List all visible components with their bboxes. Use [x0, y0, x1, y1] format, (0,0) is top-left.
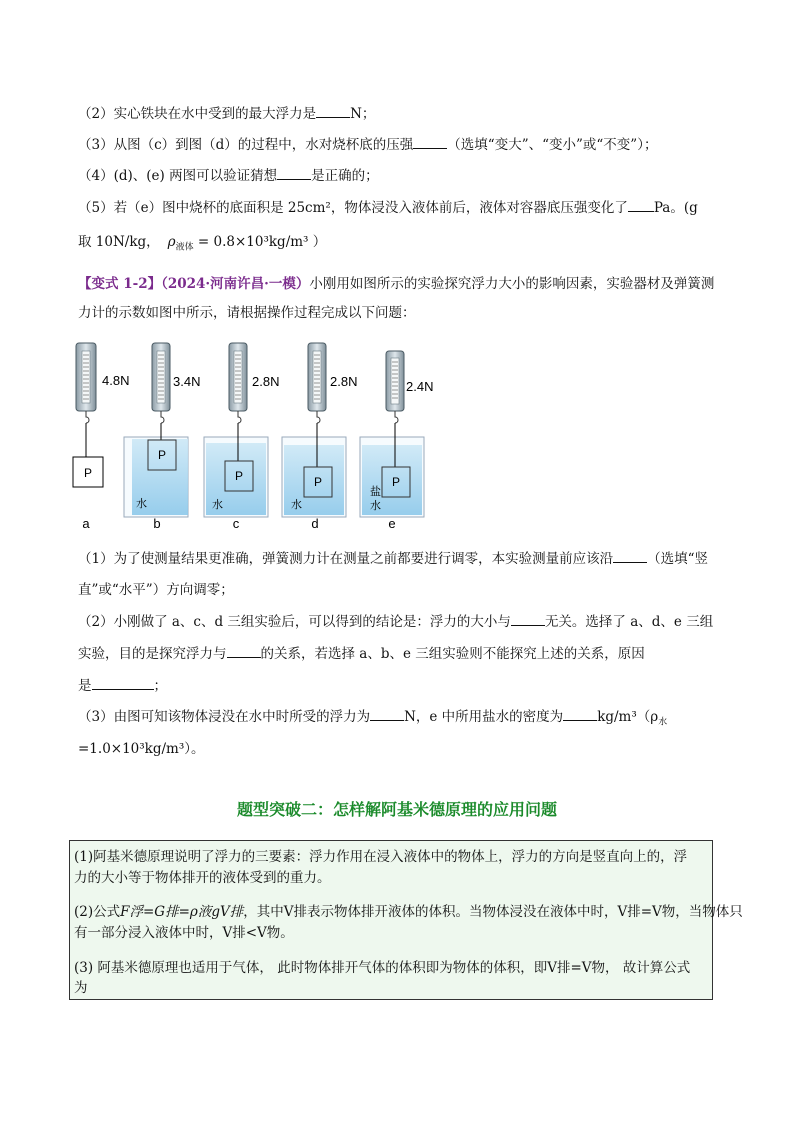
reading-a: 4.8N [102, 373, 130, 388]
variant-item-2: （2）小刚做了 a、c、d 三组实验后，可以得到的结论是：浮力的大小与 无关。选择了 a、d、e 三组 [78, 614, 714, 630]
svg-text:P: P [313, 475, 323, 489]
answer-blank[interactable] [511, 612, 545, 626]
answer-blank[interactable] [227, 644, 261, 658]
setup-c [204, 343, 279, 531]
label-a: a [82, 516, 90, 531]
variant-stem: 【变式 1-2】（2024·河南许昌·一模）小刚用如图所示的实验探究浮力大小的影响因素，实验器材及弹簧测 [78, 276, 715, 292]
summary-box [69, 840, 743, 1000]
answer-blank[interactable] [413, 135, 447, 149]
label-d: d [311, 516, 319, 531]
variant-item-1: （1）为了使测量结果更准确，弹簧测力计在测量之前都要进行调零，本实验测量前应该沿 （选填“竖 [78, 551, 708, 567]
reading-c: 2.8N [252, 374, 280, 389]
variant-source: （2024·河南许昌·一模） [161, 276, 310, 292]
question-item-4: （4）(d)、(e) 两图可以验证猜想 是正确的； [78, 168, 379, 184]
question-item-5: （5）若（e）图中烧杯的底面积是 25cm²，物体浸没入液体前后，液体对容器底压强变化了 Pa。(g [78, 200, 698, 216]
variant-item-3-cont: =1.0×10³kg/m³）。 [78, 741, 205, 757]
box-point-2-cont: 有一部分浸入液体中时，V排<V物。 [74, 925, 294, 941]
liquid-label-d: 水 [291, 499, 302, 511]
answer-blank[interactable] [277, 166, 311, 180]
svg-text:P: P [157, 448, 167, 462]
question-item-2: （2）实心铁块在水中受到的最大浮力是 N； [78, 106, 376, 122]
setup-a [73, 343, 129, 531]
svg-text:P: P [234, 469, 244, 483]
label-e: e [388, 516, 396, 531]
svg-text:P: P [391, 475, 401, 489]
box-point-1: (1)阿基米德原理说明了浮力的三要素：浮力作用在浸入液体中的物体上，浮力的方向是竖直向上的，浮 [74, 849, 688, 865]
answer-blank[interactable] [613, 549, 647, 563]
label-c: c [232, 516, 240, 531]
answer-blank[interactable] [563, 707, 597, 721]
setup-d [282, 343, 357, 531]
liquid-label-e-1: 盐 [370, 486, 381, 498]
setup-b [124, 343, 200, 531]
box-point-2: (2)公式F浮=G排=ρ液gV排，其中V排表示物体排开液体的体积。当物体浸没在液体中时，V排=V物，当物体只 [74, 904, 743, 920]
variant-item-3: （3）由图可知该物体浸没在水中时所受的浮力为 N，e 中所用盐水的密度为 $kg/m^3(\rho_水$ [78, 709, 668, 728]
box-point-1-cont: 力的大小等于物体排开的液体受到的重力。 [74, 870, 331, 886]
liquid-label-e-2: 水 [370, 500, 381, 512]
answer-blank[interactable] [92, 676, 154, 690]
variant-stem-cont: 力计的示数如图中所示，请根据操作过程完成以下问题： [78, 305, 416, 321]
variant-item-1-cont: 直”或“水平”）方向调零； [78, 582, 234, 598]
box-point-3-cont: 为 [74, 980, 88, 996]
object-p-label: P [83, 466, 93, 480]
liquid-label-c: 水 [212, 499, 223, 511]
setup-e [360, 351, 433, 531]
reading-e: 2.4N [406, 379, 434, 394]
label-b: b [153, 516, 161, 531]
answer-blank[interactable] [316, 104, 350, 118]
answer-blank[interactable] [628, 198, 654, 212]
question-item-5-cont: 取 10N/kg， $\rho_{液体} = 0.8\times 10^3kg/m^3$ ） [78, 234, 327, 253]
variant-tag: 【变式 1-2】 [78, 276, 162, 292]
question-item-3: （3）从图（c）到图（d）的过程中，水对烧杯底的压强 （选填“变大”、“变小”或“不变”）； [78, 137, 658, 153]
liquid-label-b: 水 [136, 498, 147, 510]
answer-blank[interactable] [370, 707, 404, 721]
box-point-3: (3) 阿基米德原理也适用于气体， 此时物体排开气体的体积即为物体的体积，即V排=V物， 故计算公式 [74, 960, 691, 976]
buoyancy-experiment-figure [60, 335, 460, 540]
reading-b: 3.4N [173, 374, 201, 389]
section-title: 题型突破二：怎样解阿基米德原理的应用问题 [236, 800, 557, 819]
variant-item-2-cont2: 是 ； [78, 678, 167, 694]
reading-d: 2.8N [330, 374, 358, 389]
variant-item-2-cont: 实验，目的是探究浮力与 的关系，若选择 a、b、e 三组实验则不能探究上述的关系，原因 [78, 646, 645, 662]
